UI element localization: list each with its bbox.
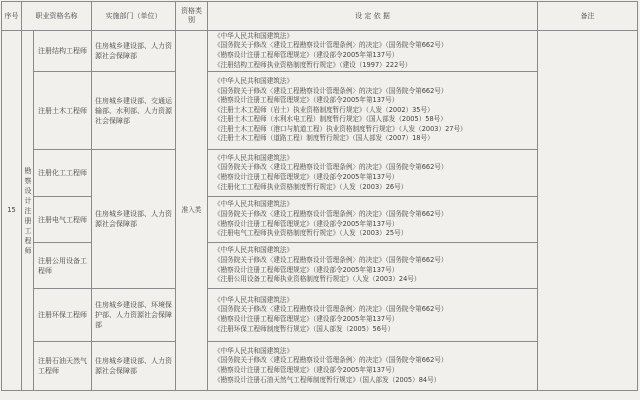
basis-line: 《勘察设计注册工程师管理规定》（建设部令2005年第137号） xyxy=(214,96,399,105)
header-basis: 设 定 依 据 xyxy=(208,2,538,31)
basis-line: 《注册公用设备工程师执业资格制度暂行规定》（人发（2003）24号） xyxy=(214,275,421,284)
basis-line: 《中华人民共和国建筑法》 xyxy=(214,246,294,255)
department: 住房城乡建设部、环境保护部、人力资源社会保障部 xyxy=(92,289,176,342)
header-name: 职业资格名称 xyxy=(22,2,92,31)
header-note: 备注 xyxy=(538,2,638,31)
basis-line: 《注册电气工程师执业资格制度暂行规定》（人发（2003）25号） xyxy=(214,229,408,238)
basis-line: 《勘察设计注册石油天然气工程师制度暂行规定》（国人部发（2005）84号） xyxy=(214,375,441,384)
basis-line: 《注册环保工程师制度暂行规定》（国人部发（2005）56号） xyxy=(214,324,395,333)
qualification-name: 注册环保工程师 xyxy=(34,289,92,342)
basis-line: 《国务院关于修改〈建设工程勘察设计管理条例〉的决定》（国务院令第662号） xyxy=(214,163,448,172)
basis-line: 《注册结构工程师执业资格制度暂行规定》（建设（1997）222号） xyxy=(214,60,412,69)
header-dept: 实施部门（单位） xyxy=(92,2,176,31)
basis-line: 《勘察设计注册工程师管理规定》（建设部令2005年第137号） xyxy=(214,366,399,374)
basis-line: 《注册化工工程师执业资格制度暂行规定》（人发（2003）26号） xyxy=(214,182,408,191)
row-number: 15 xyxy=(2,31,22,391)
table-row xyxy=(2,31,638,72)
qualification-name: 注册化工工程师 xyxy=(34,150,92,197)
qualification-name: 注册石油天然气工程师 xyxy=(34,342,92,391)
group-name-cell xyxy=(22,31,34,391)
basis-line: 《国务院关于修改〈建设工程勘察设计管理条例〉的决定》（国务院令第662号） xyxy=(214,86,448,95)
basis-line: 《注册土木工程师（道路工程）制度暂行规定》（国人部发（2007）18号） xyxy=(214,134,434,143)
basis-cell xyxy=(208,197,538,243)
department: 住房城乡建设部、交通运输部、水利部、人力资源社会保障部 xyxy=(92,72,176,150)
group-name: 勘察设计注册工程师 xyxy=(24,166,32,255)
qualification-name: 注册电气工程师 xyxy=(34,197,92,243)
basis-line: 《中华人民共和国建筑法》 xyxy=(214,153,294,162)
basis-line: 《中华人民共和国建筑法》 xyxy=(214,200,294,209)
header-type: 资格类别 xyxy=(176,2,208,31)
basis-line: 《注册土木工程师（岩土）执业资格制度暂行规定》（人发（2002）35号） xyxy=(214,105,434,114)
basis-cell xyxy=(208,72,538,150)
basis-line: 《国务院关于修改〈建设工程勘察设计管理条例〉的决定》（国务院令第662号） xyxy=(214,209,448,218)
basis-cell xyxy=(208,289,538,342)
header-no: 序号 xyxy=(2,2,22,31)
basis-cell xyxy=(208,243,538,289)
basis-line: 《注册土木工程师（港口与航道工程）执业资格制度暂行规定》（人发（2003）27号） xyxy=(214,124,467,133)
basis-line: 《中华人民共和国建筑法》 xyxy=(214,76,294,85)
basis-line: 《勘察设计注册工程师管理规定》（建设部令2005年第137号） xyxy=(214,315,399,323)
basis-line: 《中华人民共和国建筑法》 xyxy=(214,346,294,355)
basis-line: 《勘察设计注册工程师管理规定》（建设部令2005年第137号） xyxy=(214,265,399,274)
basis-cell xyxy=(208,150,538,197)
basis-line: 《勘察设计注册工程师管理规定》（建设部令2005年第137号） xyxy=(214,51,399,59)
qualification-table xyxy=(1,1,638,391)
basis-cell xyxy=(208,31,538,72)
header-row xyxy=(2,2,638,31)
basis-line: 《勘察设计注册工程师管理规定》（建设部令2005年第137号） xyxy=(214,219,399,228)
basis-cell xyxy=(208,342,538,391)
qualification-type: 准入类 xyxy=(176,31,208,391)
note-cell xyxy=(538,31,638,391)
basis-line: 《中华人民共和国建筑法》 xyxy=(214,31,294,40)
basis-line: 《国务院关于修改〈建设工程勘察设计管理条例〉的决定》（国务院令第662号） xyxy=(214,255,448,264)
basis-line: 《注册土木工程师（水利水电工程）制度暂行规定》（国人部发（2005）58号） xyxy=(214,115,447,124)
department: 住房城乡建设部、人力资源社会保障部 xyxy=(92,31,176,72)
department: 住房城乡建设部、人力资源社会保障部 xyxy=(92,150,176,289)
basis-line: 《国务院关于修改〈建设工程勘察设计管理条例〉的决定》（国务院令第662号） xyxy=(214,356,448,365)
basis-line: 《国务院关于修改〈建设工程勘察设计管理条例〉的决定》（国务院令第662号） xyxy=(214,305,448,314)
basis-line: 《中华人民共和国建筑法》 xyxy=(214,295,294,304)
qualification-name: 注册公用设备工程师 xyxy=(34,243,92,289)
department: 住房城乡建设部、人力资源社会保障部 xyxy=(92,342,176,391)
basis-line: 《国务院关于修改〈建设工程勘察设计管理条例〉的决定》（国务院令第662号） xyxy=(214,41,448,50)
qualification-name: 注册土木工程师 xyxy=(34,72,92,150)
qualification-name: 注册结构工程师 xyxy=(34,31,92,72)
basis-line: 《勘察设计注册工程师管理规定》（建设部令2005年第137号） xyxy=(214,173,399,181)
